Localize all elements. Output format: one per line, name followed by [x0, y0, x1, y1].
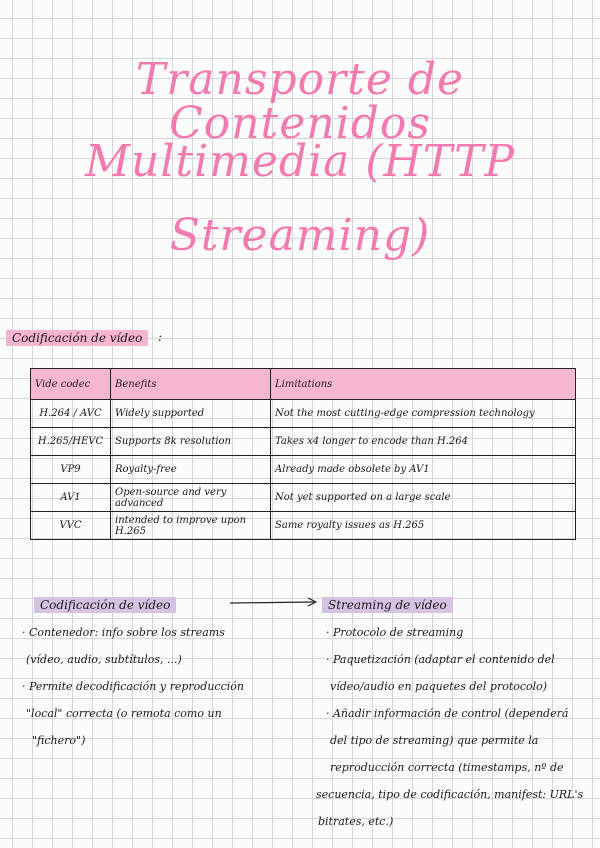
arrow-right-icon [228, 596, 320, 610]
cell-benefit: Open-source and very advanced [111, 484, 271, 512]
section-heading-colon: : [158, 330, 163, 344]
right-line: reproducción correcta (timestamps, nº de [330, 761, 564, 774]
left-line: (vídeo, audio, subtítulos, ...) [26, 653, 182, 666]
table-row [31, 512, 576, 540]
left-line: "fichero") [32, 734, 86, 747]
right-line: del tipo de streaming) que permite la [330, 734, 539, 747]
cell-benefit: intended to improve upon H.265 [111, 512, 271, 540]
right-line: · Añadir información de control (dependerá [326, 707, 569, 720]
label-streaming-video: Streaming de vídeo [322, 597, 453, 613]
cell-benefit: Royalty-free [111, 456, 271, 484]
right-line: bitrates, etc.) [318, 815, 394, 828]
cell-codec: AV1 [31, 484, 111, 512]
table-header-row [31, 369, 576, 400]
left-line: · Permite decodificación y reproducción [22, 680, 244, 693]
cell-limitation: Not yet supported on a large scale [271, 484, 576, 512]
title-line-1: Transporte de Contenidos [135, 54, 465, 149]
cell-codec: VVC [31, 512, 111, 540]
header-codec: Vide codec [31, 369, 111, 400]
right-line: · Protocolo de streaming [326, 626, 464, 639]
codec-table [30, 368, 576, 540]
left-line: · Contenedor: info sobre los streams [22, 626, 225, 639]
cell-codec: VP9 [31, 456, 111, 484]
label-codificacion-video: Codificación de vídeo [34, 597, 176, 613]
cell-limitation: Not the most cutting-edge compression technology [271, 400, 576, 428]
right-line: secuencia, tipo de codificación, manifest: URL's [316, 788, 584, 801]
cell-codec: H.264 / AVC [31, 400, 111, 428]
section-heading-codificacion: Codificación de vídeo [6, 330, 148, 346]
right-line: · Paquetización (adaptar el contenido del [326, 653, 555, 666]
cell-benefit: Supports 8k resolution [111, 428, 271, 456]
right-line: vídeo/audio en paquetes del protocolo) [330, 680, 548, 693]
cell-limitation: Already made obsolete by AV1 [271, 456, 576, 484]
cell-limitation: Same royalty issues as H.265 [271, 512, 576, 540]
left-line: "local" correcta (o remota como un [26, 707, 222, 720]
title-line-2: Multimedia (HTTP [84, 136, 516, 187]
title-line-3: Streaming) [169, 210, 431, 261]
table-row [31, 400, 576, 428]
table-row [31, 484, 576, 512]
table-row [31, 456, 576, 484]
table-row [31, 428, 576, 456]
cell-codec: H.265/HEVC [31, 428, 111, 456]
cell-limitation: Takes x4 longer to encode than H.264 [271, 428, 576, 456]
cell-benefit: Widely supported [111, 400, 271, 428]
header-benefits: Benefits [111, 369, 271, 400]
header-limitations: Limitations [271, 369, 576, 400]
